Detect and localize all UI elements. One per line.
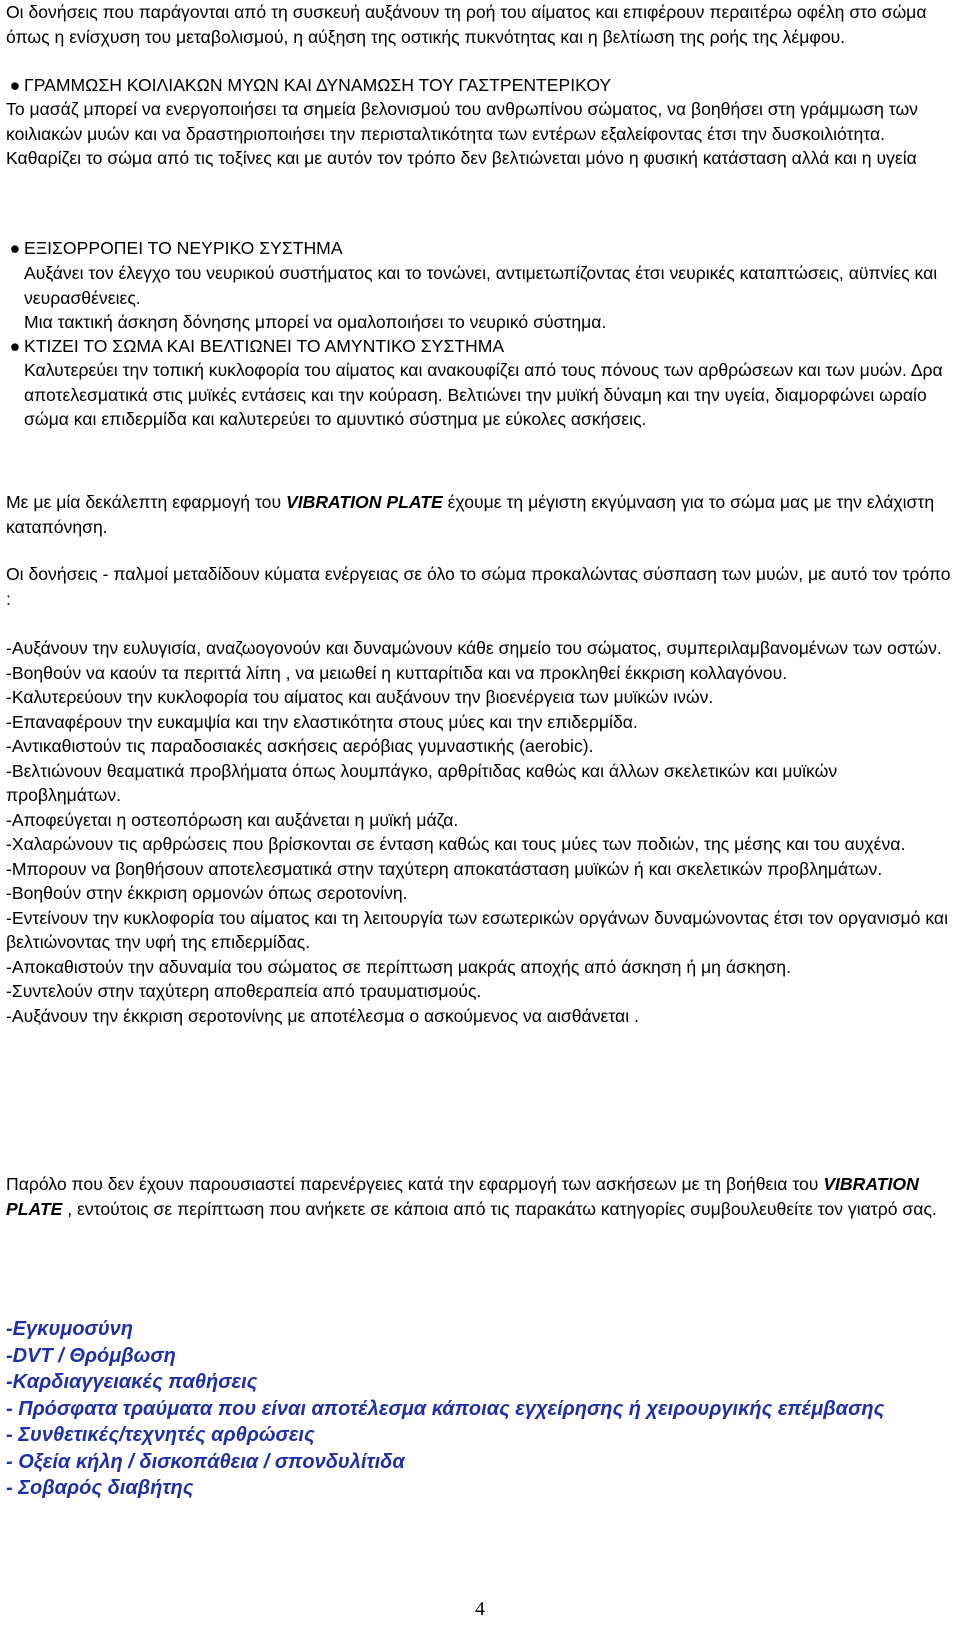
list-item: -Αντικαθιστούν τις παραδοσιακές ασκήσεις αερόβιας γυμναστικής (aerobic). xyxy=(6,736,594,756)
bullet-abdominal-body: Το μασάζ μπορεί να ενεργοποιήσει τα σημεία βελονισμού του ανθρωπίνου σώματος, να βοηθήσει στη γράμμωση των κοιλιακών μυών και να δραστηριοποιήσει την περισταλτικότητα των εντέρων εξαλείφοντας έτσι την δυσκοιλιότητα. Καθαρίζει το σώμα από τις τοξίνες και με αυτόν τον τρόπο δεν βελτιώνεται μόνο η φυσική κατάσταση αλλά και η υγεία xyxy=(6,99,918,168)
contraindications-list xyxy=(6,1316,954,1502)
list-item: - Συνθετικές/τεχνητές αρθρώσεις xyxy=(6,1424,315,1446)
list-item: -Βελτιώνουν θεαματικά προβλήματα όπως λουμπάγκο, αρθρίτιδας καθώς και άλλων σκελετικών και μυϊκών προβλημάτων. xyxy=(6,760,838,805)
bullet-dot-icon: ● xyxy=(9,336,21,356)
bullet-title: ΚΤΙΖΕΙ ΤΟ ΣΩΜΑ ΚΑΙ ΒΕΛΤΙΩΝΕΙ ΤΟ ΑΜΥΝΤΙΚΟ ΣΥΣΤΗΜΑ xyxy=(24,336,505,356)
brand-name: VIBRATION PLATE xyxy=(6,1174,919,1219)
list-item: -Συντελούν στην ταχύτερη αποθεραπεία από τραυματισμούς. xyxy=(6,981,482,1001)
list-item: -Αποκαθιστούν την αδυναμία του σώματος σε περίπτωση μακράς αποχής από άσκηση ή μη άσκηση. xyxy=(6,956,791,977)
list-item: -Μπορουν να βοηθήσουν αποτελεσματικά στην ταχύτερη αποκατάσταση μυϊκών ή και σκελετικών προβλημάτων. xyxy=(6,858,883,879)
caution-paragraph: Παρόλο που δεν έχουν παρουσιαστεί παρενέργειες κατά την εφαρμογή των ασκήσεων με τη βοήθεια του VIBRATION PLATE , εντούτοις σε περίπτωση που ανήκετε σε κάποια από τις παρακάτω κατηγορίες συμβουλευθείτε τον γιατρό σας. xyxy=(6,1174,937,1219)
bullet-immune-body: Καλυτερεύει την τοπική κυκλοφορία του αίματος και ανακουφίζει από τους πόνους των αρθρώσεων και των μυών. Δρα αποτελεσματικά στις μυϊκές εντάσεις και την κούραση. Βελτιώνει την μυϊκή δύναμη και την υγεία, διαμορφώνει ωραίο σώμα και επιδερμίδα και καλυτερεύει το αμυντικό σύστημα με εύκολες ασκήσεις. xyxy=(24,360,943,429)
bullet-nervous xyxy=(6,236,954,261)
bullet-immune xyxy=(6,334,954,359)
list-item: -Αποφεύγεται η οστεοπόρωση και αυξάνεται η μυϊκή μάζα. xyxy=(6,809,459,830)
list-item: -Εγκυμοσύνη xyxy=(6,1318,133,1340)
list-item: - Σοβαρός διαβήτης xyxy=(6,1477,194,1499)
summary-paragraph: Με με μία δεκάλεπτη εφαρμογή του VIBRATION PLATE έχουμε τη μέγιστη εκγύμναση για το σώμα μας με την ελάχιστη καταπόνηση. xyxy=(6,492,935,537)
list-item: -Βοηθούν στην έκκριση ορμονών όπως σεροτονίνη. xyxy=(6,883,408,903)
bullet-dot-icon: ● xyxy=(9,75,21,95)
list-item: - Πρόσφατα τραύματα που είναι αποτέλεσμα κάποιας εγχείρησης ή χειρουργικής επέμβασης xyxy=(6,1397,885,1420)
waves-paragraph: Οι δονήσεις - παλμοί μεταδίδουν κύματα ενέργειας σε όλο το σώμα προκαλώντας σύσπαση των μυών, με αυτό τον τρόπο : xyxy=(6,564,951,609)
bullet-abdominal xyxy=(6,73,954,98)
list-item: -Χαλαρώνουν τις αρθρώσεις που βρίσκονται σε ένταση καθώς και τους μύες των ποδιών, της μέσης και του αυχένα. xyxy=(6,834,906,854)
brand-name: VIBRATION PLATE xyxy=(285,492,443,512)
bullet-nervous-body: Αυξάνει τον έλεγχο του νευρικού συστήματος και το τονώνει, αντιμετωπίζοντας έτσι νευρικές καταπτώσεις, αϋπνίες και νευρασθένειες. Μια τακτική άσκηση δόνησης μπορεί να ομαλοποιήσει το νευρικό σύστημα. xyxy=(24,263,938,332)
intro-paragraph: Οι δονήσεις που παράγονται από τη συσκευή αυξάνουν τη ροή του αίματος και επιφέρουν περαιτέρω οφέλη στο σώμα όπως η ενίσχυση του μεταβολισμού, η αύξηση της οστικής πυκνότητας και η βελτίωση της ροής της λέμφου. xyxy=(6,2,927,47)
bullet-title: ΕΞΙΣΟΡΡΟΠΕΙ ΤΟ ΝΕΥΡΙΚΟ ΣΥΣΤΗΜΑ xyxy=(24,238,343,258)
list-item: -DVT / Θρόμβωση xyxy=(6,1344,176,1367)
bullet-dot-icon: ● xyxy=(9,238,21,258)
list-item: - Οξεία κήλη / δισκοπάθεια / σπονδυλίτιδα xyxy=(6,1450,405,1473)
list-item: -Καλυτερεύουν την κυκλοφορία του αίματος και αυξάνουν την βιοενέργεια των μυϊκών ινών. xyxy=(6,687,714,707)
page-number: 4 xyxy=(475,1598,485,1620)
list-item: -Εντείνουν την κυκλοφορία του αίματος και τη λειτουργία των εσωτερικών οργάνων δυναμώνοντας έτσι τον οργανισμό και βελτιώνοντας την υφή της επιδερμίδας. xyxy=(6,907,948,952)
list-item: -Βοηθούν να καούν τα περιττά λίπη , να μειωθεί η κυτταρίτιδα και να προκληθεί έκκριση κολλαγόνου. xyxy=(6,662,788,683)
bullet-title: ΓΡΑΜΜΩΣΗ ΚΟΙΛΙΑΚΩΝ ΜΥΩΝ ΚΑΙ ΔΥΝΑΜΩΣΗ ΤΟΥ ΓΑΣΤΡΕΝΤΕΡΙΚΟΥ xyxy=(24,75,612,95)
list-item: -Επαναφέρουν την ευκαμψία και την ελαστικότητα στους μύες και την επιδερμίδα. xyxy=(6,711,638,732)
list-item: -Καρδιαγγειακές παθήσεις xyxy=(6,1371,258,1393)
effects-list xyxy=(6,636,954,1028)
list-item: -Αυξάνουν την έκκριση σεροτονίνης με αποτέλεσμα ο ασκούμενος να αισθάνεται . xyxy=(6,1005,639,1026)
list-item: -Αυξάνουν την ευλυγισία, αναζωογονούν και δυναμώνουν κάθε σημείο του σώματος, συμπεριλαμβανομένων των οστών. xyxy=(6,638,942,658)
